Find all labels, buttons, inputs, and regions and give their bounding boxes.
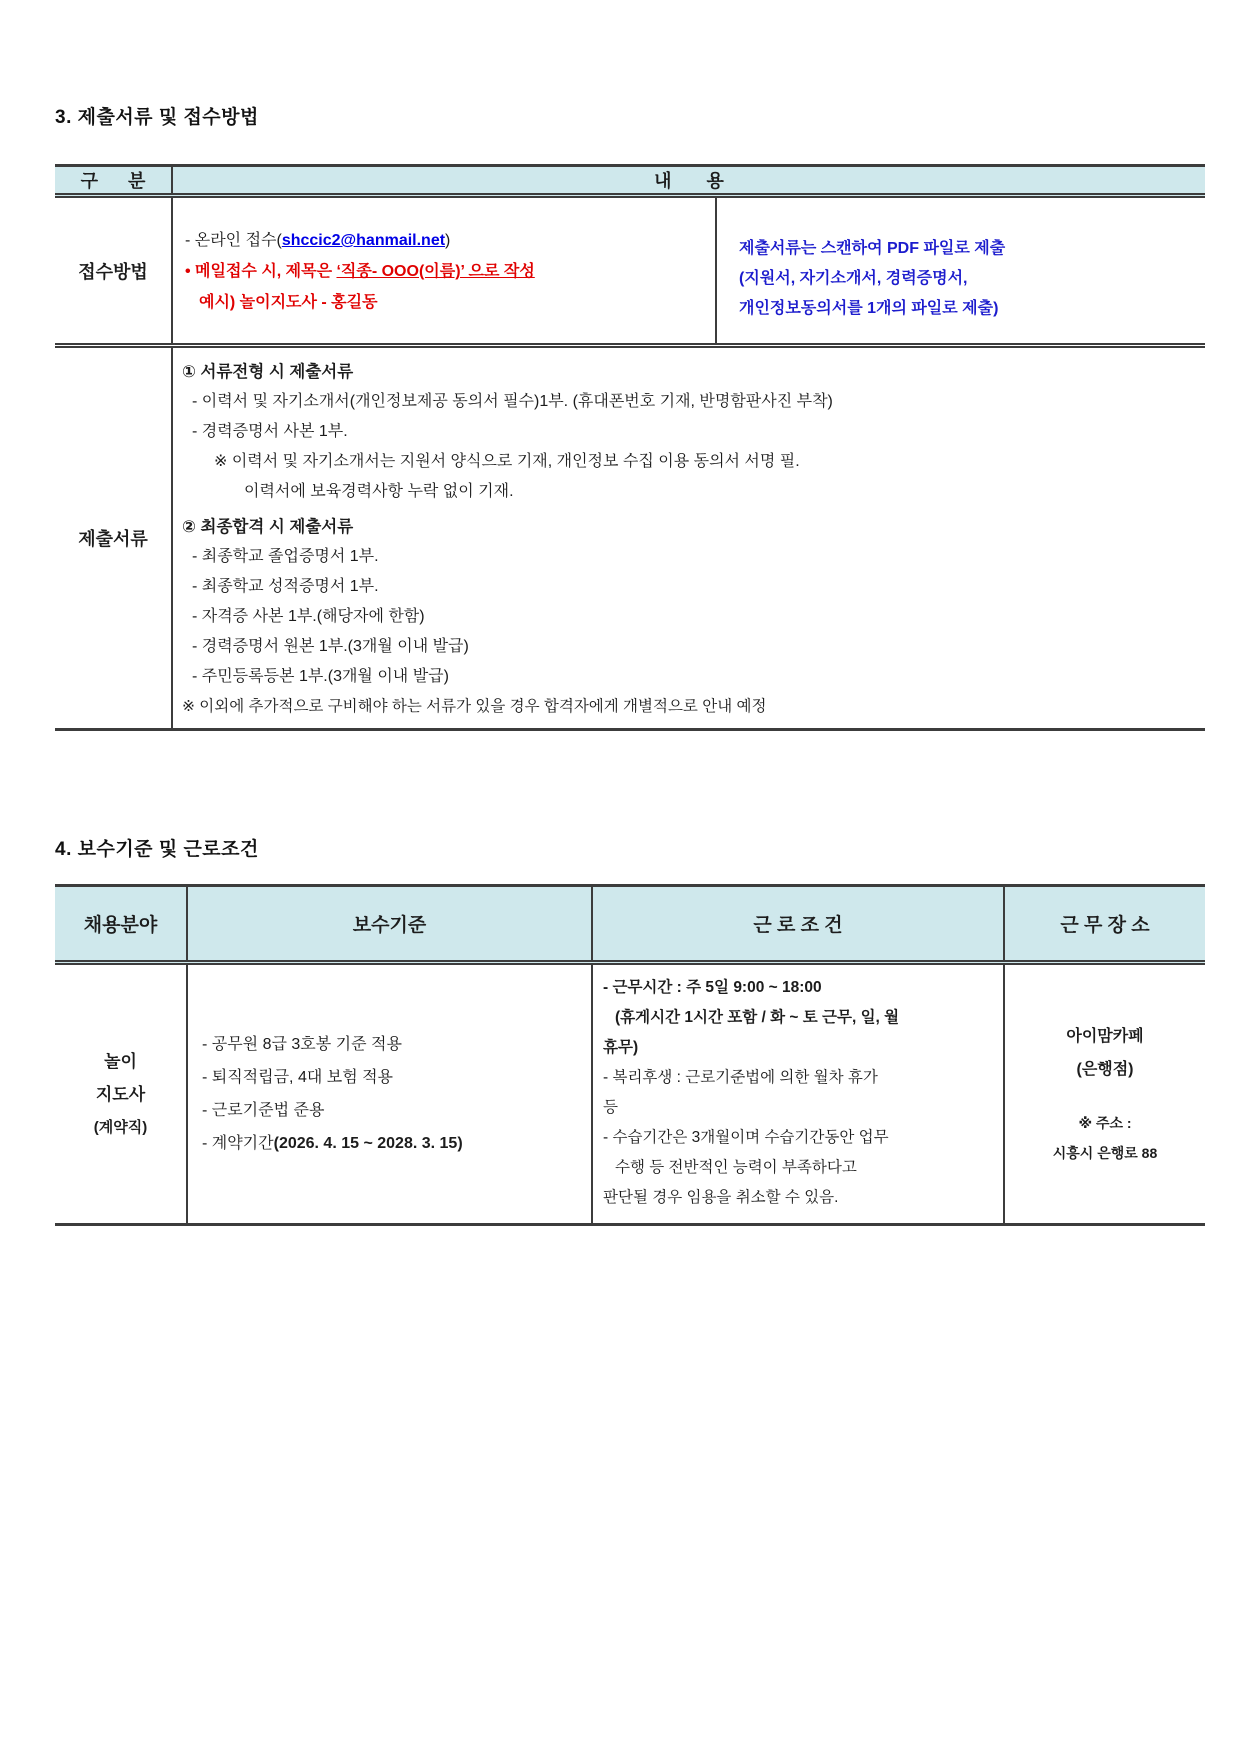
document-list-line: - 최종학교 졸업증명서 1부. bbox=[192, 548, 379, 565]
work-conditions-cell bbox=[593, 965, 1005, 1223]
pay-cell bbox=[188, 965, 593, 1223]
header-recruit-field: 채용분야 bbox=[55, 887, 188, 960]
pay-line: - 근로기준법 준용 bbox=[202, 1102, 325, 1119]
category-line: (계약직) bbox=[93, 1118, 148, 1136]
document-list-line: - 경력증명서 원본 1부.(3개월 이내 발급) bbox=[192, 638, 469, 655]
submission-table bbox=[55, 164, 1205, 731]
header-pay-standard: 보수기준 bbox=[188, 887, 593, 960]
document-list-line: - 자격증 사본 1부.(해당자에 한함) bbox=[192, 608, 425, 625]
mail-note-underlined: ‘직종- OOO(이름)’ 으로 작성 bbox=[336, 263, 535, 280]
location-branch: (은행점) bbox=[1076, 1061, 1134, 1078]
location-address: 시흥시 은행로 88 bbox=[1052, 1145, 1158, 1161]
submission-table-header bbox=[55, 167, 1205, 198]
content-area bbox=[55, 0, 1205, 1226]
documents-row-label: 제출서류 bbox=[55, 348, 173, 728]
email-link[interactable]: shccic2@hanmail.net bbox=[281, 232, 446, 249]
document-list-line: - 경력증명서 사본 1부. bbox=[192, 423, 348, 440]
category-cell bbox=[55, 965, 188, 1223]
document-list-note: 이력서에 보육경력사항 누락 없이 기재. bbox=[244, 483, 514, 500]
document-list-line: - 최종학교 성적증명서 1부. bbox=[192, 578, 379, 595]
method-row bbox=[55, 198, 1205, 348]
location-name: 아이맘카페 bbox=[1066, 1028, 1144, 1045]
category-line: 놀이 bbox=[104, 1051, 137, 1071]
section-3-title: 3. 제출서류 및 접수방법 bbox=[55, 107, 259, 128]
pdf-note-line: 개인정보동의서를 1개의 파일로 제출) bbox=[739, 300, 999, 317]
documents-row-content bbox=[173, 348, 1205, 728]
online-apply-prefix: - 온라인 접수( bbox=[185, 232, 282, 249]
category-line: 지도사 bbox=[95, 1084, 146, 1104]
condition-line: 판단될 경우 임용을 취소할 수 있음. bbox=[603, 1189, 839, 1206]
header-content: 내 용 bbox=[654, 171, 724, 191]
mail-example-line: 예시) 놀이지도사 - 홍길동 bbox=[199, 294, 378, 311]
section-4-title: 4. 보수기준 및 근로조건 bbox=[55, 839, 259, 860]
condition-line: - 복리후생 : 근로기준법에 의한 월차 휴가 bbox=[603, 1069, 878, 1086]
conditions-table bbox=[55, 884, 1205, 1226]
condition-line: - 근무시간 : 주 5일 9:00 ~ 18:00 bbox=[603, 979, 822, 996]
document-list-note: ※ 이력서 및 자기소개서는 지원서 양식으로 기재, 개인정보 수집 이용 동의서 서명 필. bbox=[214, 453, 800, 470]
conditions-table-header bbox=[55, 887, 1205, 965]
online-apply-line bbox=[185, 225, 715, 256]
header-work-conditions: 근 로 조 건 bbox=[593, 887, 1005, 960]
method-row-label: 접수방법 bbox=[55, 198, 173, 343]
document-list-heading: ① 서류전형 시 제출서류 bbox=[182, 363, 354, 381]
mail-note-line bbox=[185, 256, 715, 287]
pay-contract-period: (2026. 4. 15 ~ 2028. 3. 15) bbox=[273, 1135, 463, 1152]
document-list-line: - 주민등록등본 1부.(3개월 이내 발급) bbox=[192, 668, 449, 685]
method-row-content bbox=[173, 198, 715, 343]
header-category: 구 분 bbox=[55, 167, 173, 193]
pdf-note-line: 제출서류는 스캔하여 PDF 파일로 제출 bbox=[739, 240, 1006, 257]
document-list-line: - 이력서 및 자기소개서(개인정보제공 동의서 필수)1부. (휴대폰번호 기재, 반명함판사진 부착) bbox=[192, 393, 833, 410]
conditions-table-row bbox=[55, 965, 1205, 1223]
condition-line: (휴게시간 1시간 포함 / 화 ~ 토 근무, 일, 월 bbox=[615, 1009, 900, 1026]
document-list-heading: ② 최종합격 시 제출서류 bbox=[182, 518, 354, 536]
mail-note-prefix: • 메일접수 시, 제목은 bbox=[185, 263, 337, 280]
document-list-footnote: ※ 이외에 추가적으로 구비해야 하는 서류가 있을 경우 합격자에게 개별적으로 안내 예정 bbox=[182, 698, 767, 715]
pay-contract-prefix: - 계약기간 bbox=[202, 1135, 274, 1152]
documents-row bbox=[55, 348, 1205, 728]
header-work-location: 근 무 장 소 bbox=[1060, 915, 1150, 936]
condition-line: 등 bbox=[603, 1099, 618, 1116]
pdf-note-line: (지원서, 자기소개서, 경력증명서, bbox=[739, 270, 968, 287]
location-address-label: ※ 주소 : bbox=[1078, 1115, 1132, 1131]
condition-line: - 수습기간은 3개월이며 수습기간동안 업무 bbox=[603, 1129, 889, 1146]
pay-line: - 퇴직적립금, 4대 보험 적용 bbox=[202, 1069, 394, 1086]
pay-line: - 공무원 8급 3호봉 기준 적용 bbox=[202, 1036, 402, 1053]
condition-line: 휴무) bbox=[603, 1039, 639, 1056]
pdf-note-cell bbox=[715, 198, 1205, 343]
condition-line: 수행 등 전반적인 능력이 부족하다고 bbox=[615, 1159, 857, 1176]
pay-contract-line bbox=[202, 1127, 591, 1160]
work-location-cell bbox=[1005, 965, 1205, 1223]
online-apply-suffix: ) bbox=[445, 232, 451, 249]
